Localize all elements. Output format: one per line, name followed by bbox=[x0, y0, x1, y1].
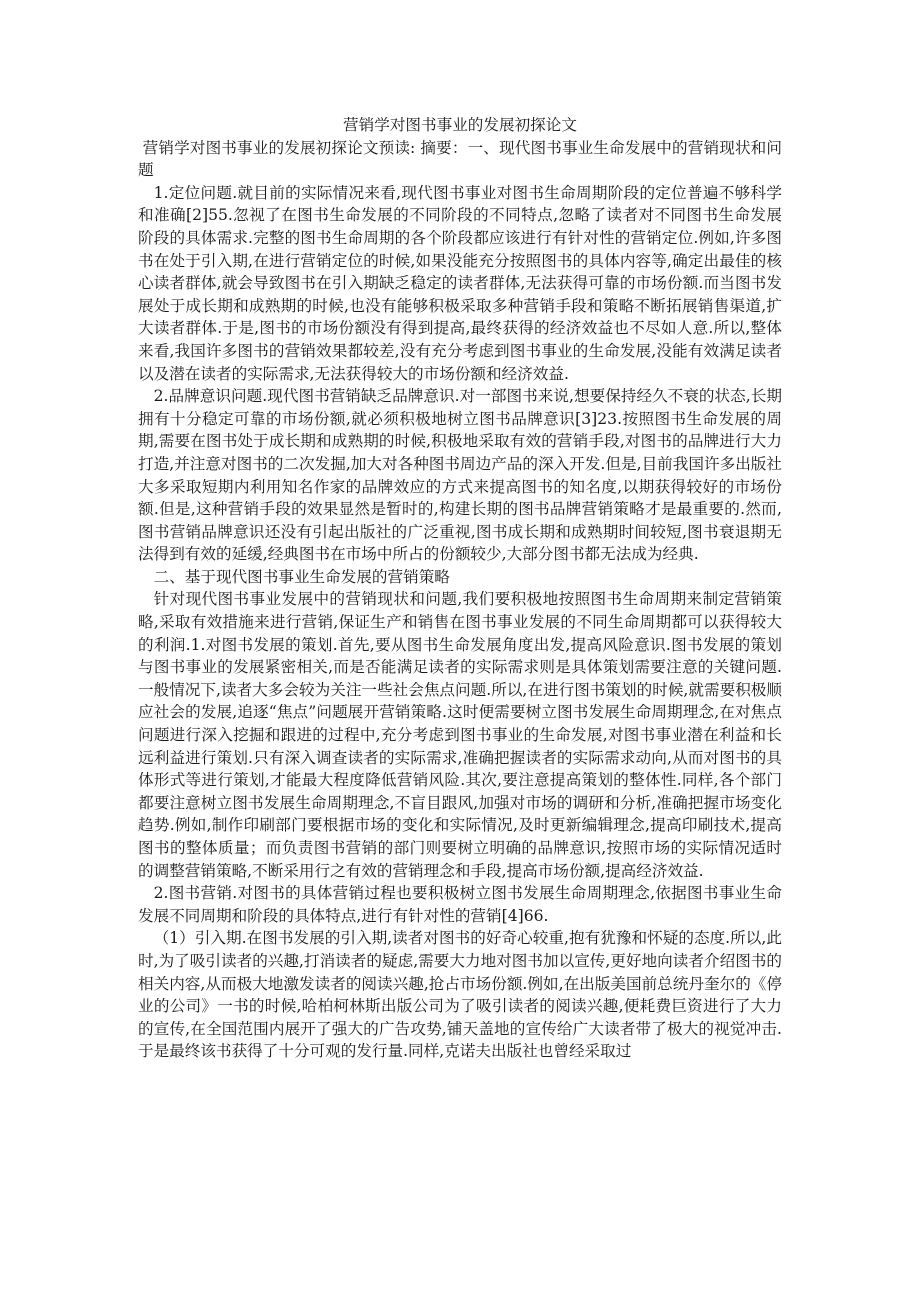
body-paragraph-introduction-stage: （1）引入期.在图书发展的引入期,读者对图书的好奇心较重,抱有犹豫和怀疑的态度.所以,此时,为了吸引读者的兴趣,打消读者的疑虑,需要大力地对图书加以宣传,更好地向读者介绍图书的相关内容,从而极大地激发读者的阅读兴趣,抢占市场份额.例如,在出版美国前总统丹奎尔的《停业的公司》一书的时候,哈柏柯林斯出版公司为了吸引读者的阅读兴趣,便耗费巨资进行了大力的宣传,在全国范围内展开了强大的广告攻势,铺天盖地的宣传给广大读者带了极大的视觉冲击.于是最终该书获得了十分可观的发行量.同样,克诺夫出版社也曾经采取过 bbox=[138, 929, 782, 1061]
body-paragraph-positioning: 1.定位问题.就目前的实际情况来看,现代图书事业对图书生命周期阶段的定位普遍不够科学和准确[2]55.忽视了在图书生命发展的不同阶段的不同特点,忽略了读者对不同图书生命发展阶段的具体需求.完整的图书生命周期的各个阶段都应该进行有针对性的营销定位.例如,许多图书在处于引入期,在进行营销定位的时候,如果没能充分按照图书的具体内容等,确定出最佳的核心读者群体,就会导致图书在引入期缺乏稳定的读者群体,无法获得可靠的市场份额.而当图书发展处于成长期和成熟期的时候,也没有能够积极采取多种营销手段和策略不断拓展销售渠道,扩大读者群体.于是,图书的市场份额没有得到提高,最终获得的经济效益也不尽如人意.所以,整体来看,我国许多图书的营销效果都较差,没有充分考虑到图书事业的生命发展,没能有效满足读者以及潜在读者的实际需求,无法获得较大的市场份额和经济效益. bbox=[138, 183, 782, 383]
body-paragraph-marketing: 2.图书营销.对图书的具体营销过程也要积极树立图书发展生命周期理念,依据图书事业生命发展不同周期和阶段的具体特点,进行有针对性的营销[4]66. bbox=[138, 884, 782, 925]
abstract-paragraph: 营销学对图书事业的发展初探论文预读: 摘要：一、现代图书事业生命发展中的营销现状和问题 bbox=[138, 138, 782, 180]
document-title: 营销学对图书事业的发展初探论文 bbox=[343, 116, 577, 134]
body-paragraph-planning: 针对现代图书事业发展中的营销现状和问题,我们要积极地按照图书生命周期来制定营销策略,采取有效措施来进行营销,保证生产和销售在图书事业发展的不同生命周期都可以获得较大的利润.1.对图书发展的策划.首先,要从图书生命发展角度出发,提高风险意识.图书发展的策划与图书事业的发展紧密相关,而是否能满足读者的实际需求则是具体策划需要注意的关键问题.一般情况下,读者大多会较为关注一些社会焦点问题.所以,在进行图书策划的时候,就需要积极顺应社会的发展,追逐“焦点”问题展开营销策略.这时便需要树立图书发展生命周期理念,在对焦点问题进行深入挖掘和跟进的过程中,充分考虑到图书事业的生命发展,对图书事业潜在利益和长远利益进行策划.只有深入调查读者的实际需求,准确把握读者的实际需求动向,从而对图书的具体形式等进行策划,才能最大程度降低营销风险.其次,要注意提高策划的整体性.同样,各个部门都要注意树立图书发展生命周期理念,不盲目跟风,加强对市场的调研和分析,准确把握市场变化趋势.例如,制作印刷部门要根据市场的变化和实际情况,及时更新编辑理念,提高印刷技术,提高图书的整体质量；而负责图书营销的部门则要树立明确的品牌意识,按照市场的实际情况适时的调整营销策略,不断采用行之有效的营销理念和手段,提高市场份额,提高经济效益. bbox=[138, 590, 782, 880]
body-paragraph-brand: 2.品牌意识问题.现代图书营销缺乏品牌意识.对一部图书来说,想要保持经久不衰的状态,长期拥有十分稳定可靠的市场份额,就必须积极地树立图书品牌意识[3]23.按照图书生命发展的周期,需要在图书处于成长期和成熟期的时候,积极地采取有效的营销手段,对图书的品牌进行大力打造,并注意对图书的二次发掘,加大对各种图书周边产品的深入开发.但是,目前我国许多出版社大多采取短期内利用知名作家的品牌效应的方式来提高图书的知名度,以期获得较好的市场份额.但是,这种营销手段的效果显然是暂时的,构建长期的图书品牌营销策略才是最重要的.然而,图书营销品牌意识还没有引起出版社的广泛重视,图书成长期和成熟期时间较短,图书衰退期无法得到有效的延缓,经典图书在市场中所占的份额较少,大部分图书都无法成为经典. bbox=[138, 387, 782, 564]
document-page bbox=[138, 114, 782, 1063]
section-heading-strategy: 二、基于现代图书事业生命发展的营销策略 bbox=[153, 567, 450, 586]
